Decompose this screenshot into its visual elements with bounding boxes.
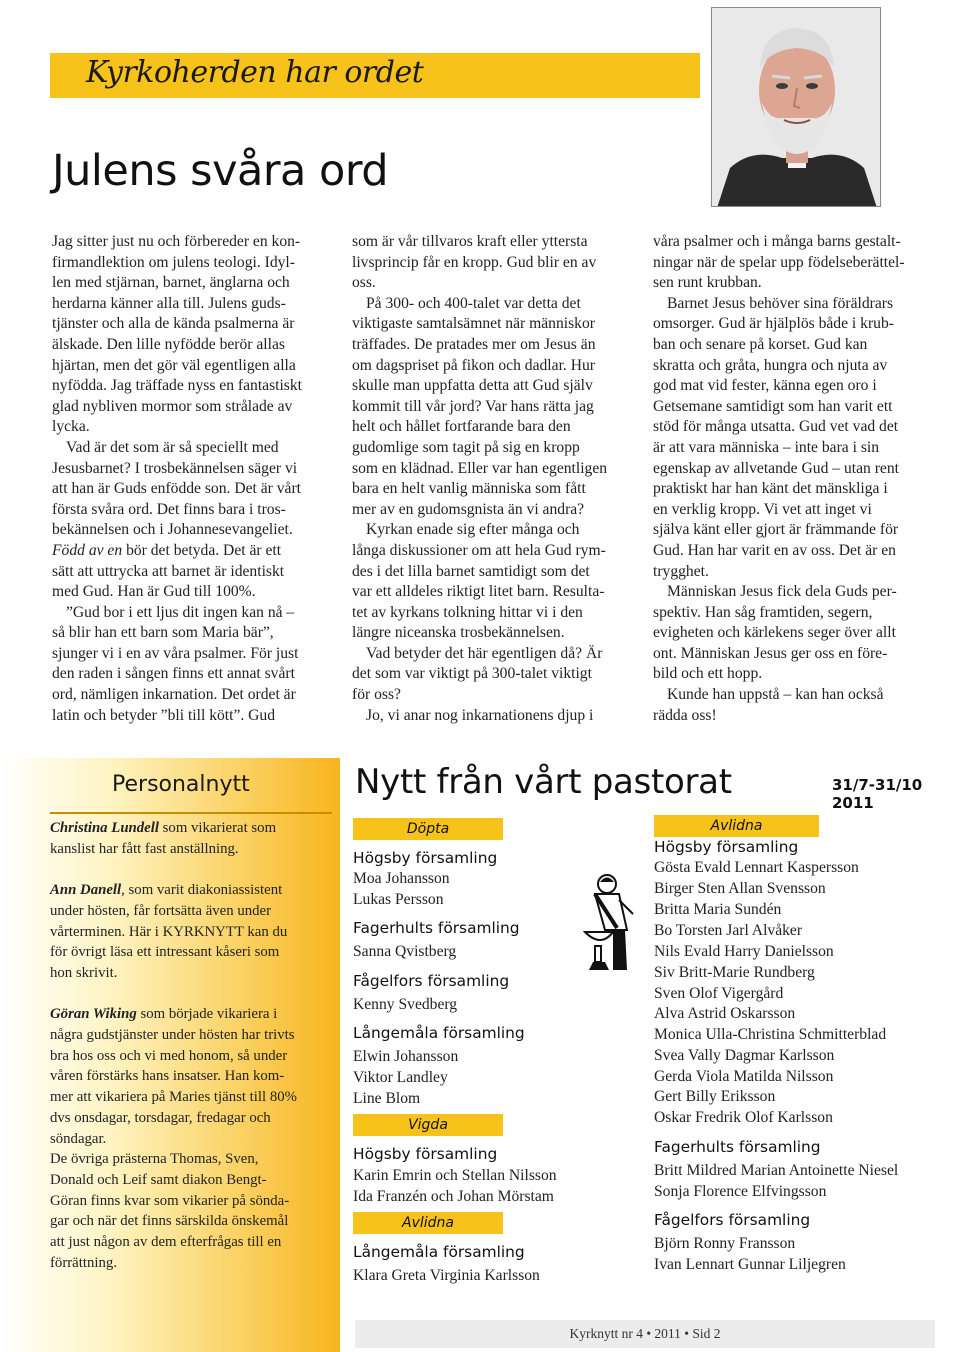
parish-heading: Fågelfors församling	[654, 1211, 811, 1229]
person-name: Oskar Fredrik Olof Karlsson	[654, 1109, 833, 1126]
person-name: Gert Billy Eriksson	[654, 1088, 776, 1105]
personal-line: vårterminen. Här i KYRKNYTT kan du	[50, 923, 288, 940]
personal-title: Personalnytt	[112, 772, 250, 797]
article-line: Jag sitter just nu och förbereder en kon-	[52, 233, 301, 250]
article-line: ningar när de spelar upp födelseberättel-	[653, 253, 905, 271]
parish-heading: Fagerhults församling	[353, 919, 520, 937]
article-line: våra psalmer och i många barns gestalt-	[653, 233, 901, 250]
personal-line: Göran finns kvar som vikarier på sönda-	[50, 1192, 290, 1209]
article-line: bara en helt vanlig människa som fått	[352, 480, 586, 498]
person-name: Ida Franzén och Johan Mörstam	[353, 1188, 554, 1205]
article-line: så blir han ett barn som Maria bär”,	[52, 624, 274, 642]
article-line: rädda oss!	[653, 706, 717, 724]
article-line: hjärtan, men det gör väl egentligen alla	[52, 356, 296, 374]
dopta-label: Döpta	[353, 818, 503, 840]
article-line: På 300- och 400-talet var detta det	[366, 294, 581, 312]
article-line	[52, 541, 330, 562]
article-line: sätt att uttrycka att barnet är identiskt	[52, 562, 285, 580]
article-line: des i det lilla barnet samtidigt som det	[352, 562, 590, 580]
person-name: Elwin Johansson	[353, 1048, 459, 1065]
personal-line: som började vikariera i	[140, 1006, 278, 1023]
article-line: firmandlektion om julens teologi. Idyl-	[52, 253, 295, 271]
article-column-1	[52, 232, 330, 726]
personal-line: , som varit diakoniassistent	[121, 882, 283, 899]
parish-heading: Högsby församling	[353, 1145, 498, 1163]
article-line-text: bör det betyda. Det är ett	[126, 541, 282, 559]
person-name: Siv Britt-Marie Rundberg	[654, 964, 815, 981]
person-name: Ann Danell	[50, 882, 122, 899]
personal-line: förrättning.	[50, 1254, 117, 1271]
article-line: praktiskt har han känt det mänskliga i	[653, 480, 888, 498]
person-name: Lukas Persson	[353, 891, 444, 908]
person-name: Svea Vally Dagmar Karlsson	[654, 1047, 835, 1064]
person-name: Bo Torsten Jarl Alvåker	[654, 922, 803, 939]
article-line: var ett alldeles riktigt litet barn. Resulta-	[352, 583, 605, 601]
personal-line: bra hos oss och vi med honom, så under	[50, 1047, 288, 1064]
article-line: med Gud. Han är Gud till 100%.	[52, 583, 256, 601]
parish-heading: Högsby församling	[654, 838, 799, 856]
personal-line: för övrigt läsa ett intressant kåseri som	[50, 944, 280, 961]
person-name: Britt Mildred Marian Antoinette Niesel	[654, 1162, 899, 1179]
article-column-2	[352, 232, 635, 726]
personal-line: några gudstjänster under hösten har trivts	[50, 1027, 295, 1043]
personal-line: under hösten, får fortsätta även under	[50, 902, 272, 919]
article-line: herdarna känner alla till. Julens guds-	[52, 294, 286, 312]
article-line: Barnet Jesus behöver sina föräldrars	[667, 294, 894, 312]
article-line: nyfödda. Jag träffade nyss en fantastiskt	[52, 377, 303, 395]
personal-line: att just någon av dem efterfrågas till en	[50, 1234, 282, 1251]
article-line: egenskap av allvetande Gud – utan rent	[653, 459, 899, 477]
priest-portrait	[711, 7, 881, 207]
personal-line: söndagar.	[50, 1130, 107, 1147]
article-line: det som var viktigt på 300-talet viktigt	[352, 665, 592, 683]
article-line: gudomlige som tagit på sig en kropp	[352, 438, 580, 456]
article-line: glad nybliven mormor som strålade av	[52, 397, 293, 415]
personal-line: våren förstärks hans insatser. Han kom-	[50, 1068, 285, 1085]
article-line: ont. Människan Jesus ger oss en före-	[653, 644, 888, 662]
article-line: Getsemane samtidigt som han varit ett	[653, 397, 893, 415]
baptism-illustration	[583, 870, 639, 980]
article-line: en verklig kropp. Vi vet att inget vi	[653, 500, 872, 518]
personal-paragraph	[50, 1149, 332, 1273]
person-name: Britta Maria Sundén	[654, 901, 782, 918]
person-name: Sanna Qvistberg	[353, 943, 457, 960]
article-line: som en klädnad. Eller var han egentligen	[352, 459, 608, 477]
article-line: första svåra ord. Det finns bara i tros-	[52, 500, 286, 518]
person-name: Göran Wiking	[50, 1006, 137, 1023]
parish-heading: Långemåla församling	[353, 1024, 525, 1042]
article-line: oss.	[352, 274, 376, 292]
article-line: Jo, vi anar nog inkarnationens djup i	[366, 706, 594, 724]
person-name: Moa Johansson	[353, 870, 450, 887]
person-name: Sonja Florence Elfvingsson	[654, 1183, 827, 1200]
article-line: Kunde han uppstå – kan han också	[667, 686, 884, 704]
article-line: stöd för många utsatta. Gud vet vad det	[653, 418, 899, 436]
parish-heading: Högsby församling	[353, 849, 498, 867]
person-name: Line Blom	[353, 1090, 421, 1107]
personal-line: gar och när det finns särskilda önskemål	[50, 1213, 289, 1230]
person-name: Klara Greta Virginia Karlsson	[353, 1267, 540, 1284]
article-line: för oss?	[352, 686, 401, 704]
baptism-clipart	[583, 870, 639, 980]
article-line: Jesusbarnet? I trosbekännelsen säger vi	[52, 459, 298, 477]
personal-line: mer att vikariera på Maries tjänst till 80%	[50, 1089, 297, 1106]
personal-divider	[50, 812, 332, 814]
personal-line: som vikarierat som	[162, 820, 277, 836]
person-name: Gerda Viola Matilda Nilsson	[654, 1068, 834, 1085]
article-line: att han är Guds enfödde son. Det är vårt	[52, 480, 301, 498]
person-name: Viktor Landley	[353, 1069, 448, 1086]
personal-line: dvs onsdagar, torsdagar, fredagar och	[50, 1109, 271, 1126]
article-line: helt och hållet fortfarande bara den	[352, 418, 571, 436]
personal-paragraph	[50, 1004, 332, 1149]
article-line: skulle man uppfatta detta att Gud själv	[352, 377, 593, 395]
personal-line: hon skrivit.	[50, 964, 118, 981]
article-line: bekännelsen och i Johannesevangeliet.	[52, 521, 293, 539]
article-line: sen runt krubban.	[653, 274, 762, 292]
article-line: Vad är det som är så speciellt med	[66, 438, 279, 456]
article-line: älskade. Den lille nyfödde berör allas	[52, 335, 285, 353]
article-line: viktigaste samtalsämnet när människor	[352, 315, 595, 333]
article-line: kommit till vår jord? Var hans rätta jag	[352, 397, 594, 415]
article-line: ”Gud bor i ett ljus dit ingen kan nå –	[66, 603, 295, 621]
parish-heading: Långemåla församling	[353, 1243, 525, 1261]
vigda-label: Vigda	[353, 1114, 503, 1136]
person-name: Gösta Evald Lennart Kaspersson	[654, 859, 859, 876]
article-line: längre niceanska trosbekännelsen.	[352, 624, 565, 642]
person-name: Birger Sten Allan Svensson	[654, 880, 826, 897]
article-line: latin och betyder ”bli till kött”. Gud	[52, 706, 276, 724]
person-name: Kenny Svedberg	[353, 996, 458, 1013]
article-column-3	[653, 232, 931, 726]
article-line: Kyrkan enade sig efter många och	[366, 521, 580, 539]
article-line: om dagspriset på fikon och dadlar. Hur	[352, 356, 595, 374]
article-line: bild och ett hopp.	[653, 665, 763, 683]
article-line: långa diskussioner om att hela Gud rym-	[352, 541, 606, 559]
article-line: ban och senare på korset. Gud kan	[653, 335, 868, 353]
person-name: Alva Astrid Oskarsson	[654, 1005, 796, 1022]
article-line: sjunger vi i en av våra psalmer. För just	[52, 644, 299, 662]
article-line: lycka.	[52, 418, 90, 436]
personal-text	[50, 818, 332, 1273]
person-name: Nils Evald Harry Danielsson	[654, 943, 834, 960]
article-line: tet av kyrkans tolkning hittar vi i den	[352, 603, 583, 621]
personal-paragraph	[50, 818, 332, 859]
pastorat-title: Nytt från vårt pastorat	[355, 762, 732, 802]
person-name: Björn Ronny Fransson	[654, 1235, 796, 1252]
date-range: 31/7-31/10 2011	[832, 776, 923, 812]
article-line: som är vår tillvaros kraft eller yttersta	[352, 233, 588, 250]
article-line: är att vara människa – inte bara i sin	[653, 438, 880, 456]
italic-phrase: Född av en	[52, 541, 123, 559]
article-line: tjänster och alla de kända psalmerna är	[52, 315, 295, 333]
person-name: Monica Ulla-Christina Schmitterblad	[654, 1026, 887, 1043]
page-footer: Kyrknytt nr 4 • 2011 • Sid 2	[355, 1320, 935, 1348]
article-title: Julens svåra ord	[52, 146, 389, 196]
article-line: mer av en gudomsgnista än vi andra?	[352, 500, 585, 518]
article-line: Människan Jesus fick dela Guds per-	[667, 583, 897, 601]
personal-line: De övriga prästerna Thomas, Sven,	[50, 1151, 259, 1168]
article-line: len med stjärnan, barnet, änglarna och	[52, 274, 290, 292]
article-line: Gud. Han har varit en av oss. Det är en	[653, 541, 896, 559]
banner-title: Kyrkoherden har ordet	[86, 55, 424, 90]
personal-line: kanslist har fått fast anställning.	[50, 840, 239, 857]
article-line: skratta och gråta, hungra och njuta av	[653, 356, 888, 374]
article-line: själva känt eller gjort är främmande för	[653, 521, 899, 539]
article-line: evigheten och kärlekens seger över allt	[653, 624, 896, 642]
article-line: livsprincip får en kropp. Gud blir en av	[352, 253, 597, 271]
article-line: god mat vid fester, känna egen oro i	[653, 377, 877, 395]
portrait-illustration	[712, 8, 881, 207]
person-name: Sven Olof Vigergård	[654, 985, 784, 1002]
article-line: den raden i sången finns ett annat svårt	[52, 665, 295, 683]
avlidna-label: Avlidna	[654, 815, 819, 837]
person-name: Karin Emrin och Stellan Nilsson	[353, 1167, 557, 1184]
avlidna-label: Avlidna	[353, 1212, 503, 1234]
parish-heading: Fagerhults församling	[654, 1138, 821, 1156]
article-line: omsorger. Gud är hjälplös både i krub-	[653, 315, 894, 333]
person-name: Christina Lundell	[50, 820, 159, 836]
personal-paragraph	[50, 880, 332, 984]
article-line: ord, nämligen inkarnation. Det ordet är	[52, 686, 296, 704]
article-line: trygghet.	[653, 562, 709, 580]
person-name: Ivan Lennart Gunnar Liljegren	[654, 1256, 846, 1273]
article-line: Vad betyder det här egentligen då? Är	[366, 644, 603, 662]
article-line: träffades. De pratades mer om Jesus än	[352, 335, 596, 353]
personal-line: Donald och Leif samt diakon Bengt-	[50, 1171, 267, 1188]
parish-heading: Fågelfors församling	[353, 972, 510, 990]
article-line: spektiv. Han såg framtiden, segern,	[653, 603, 873, 621]
